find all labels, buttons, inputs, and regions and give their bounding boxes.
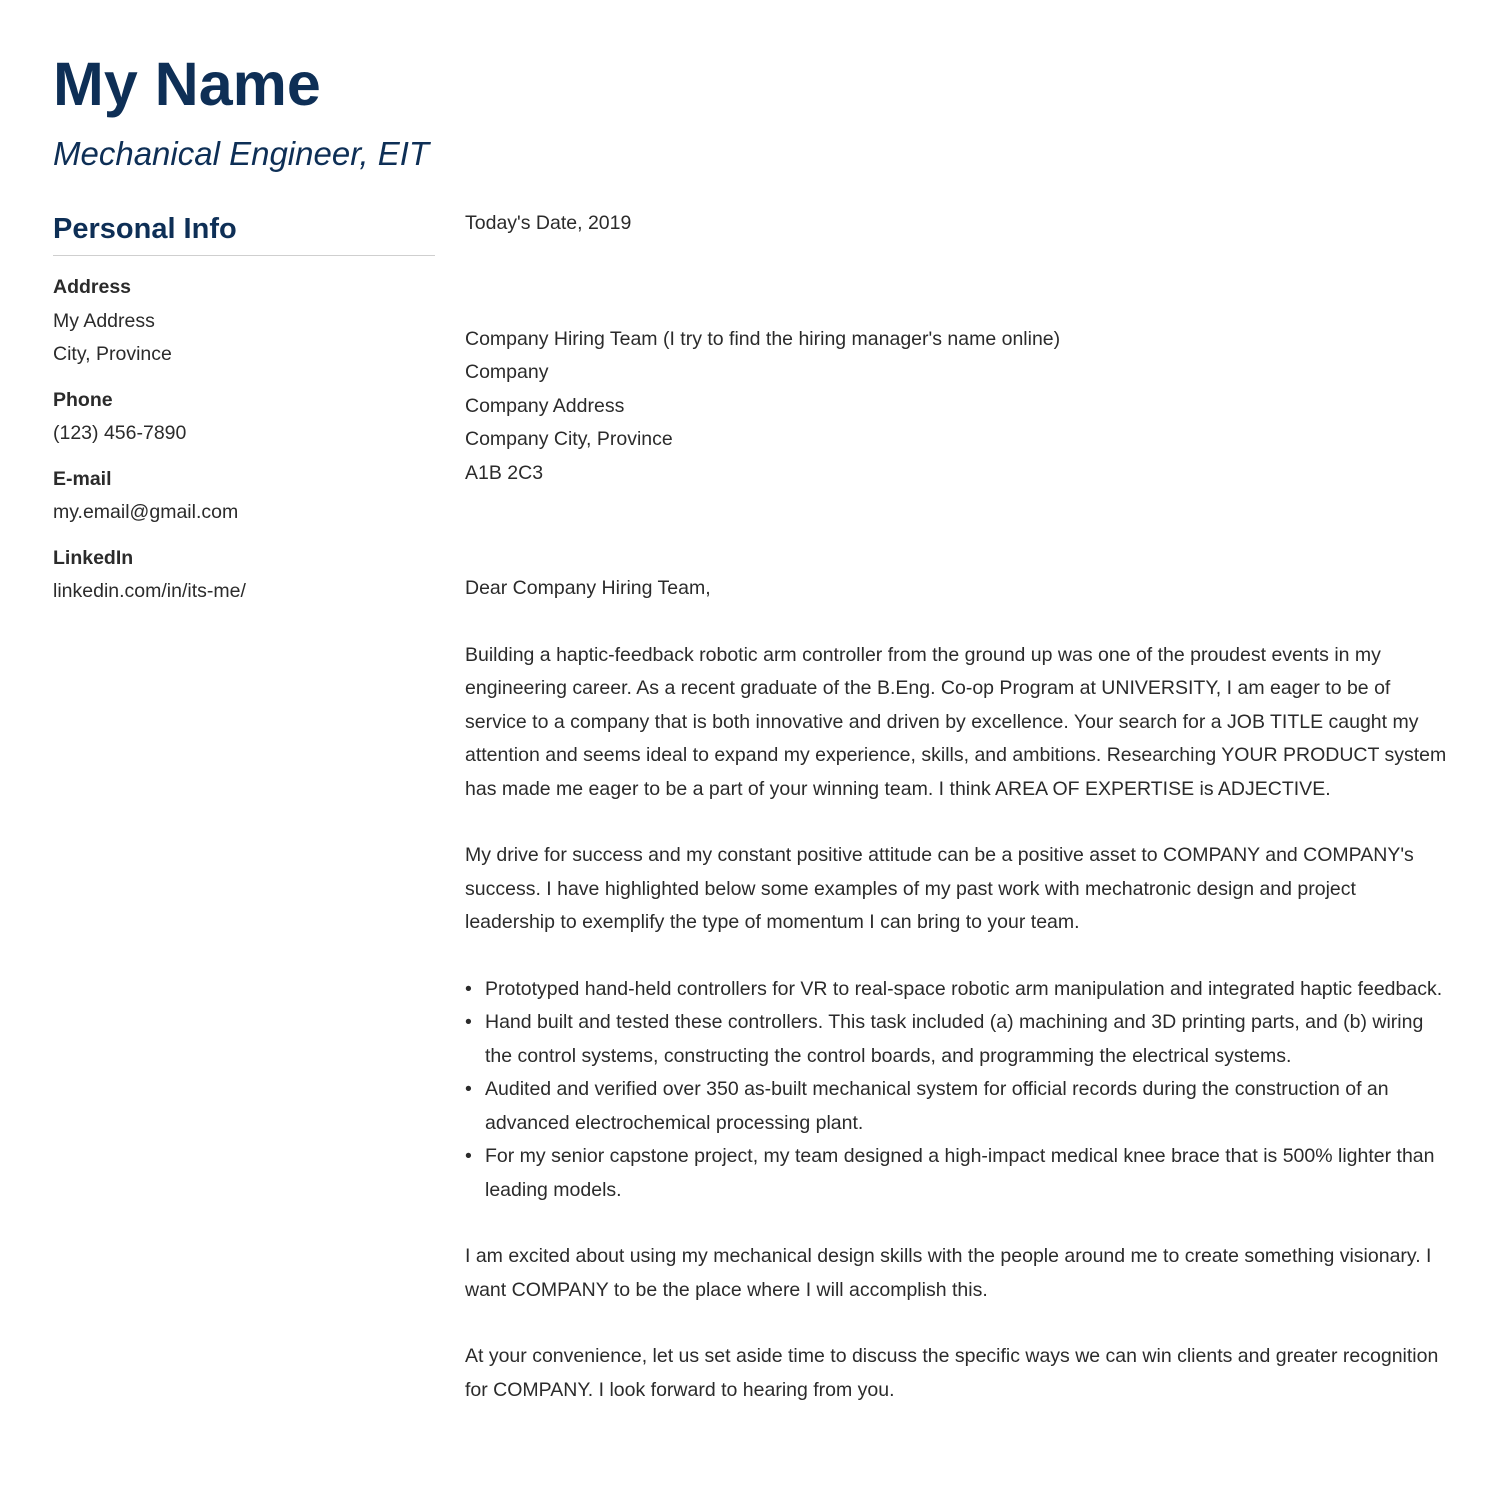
- list-item-text: Audited and verified over 350 as-built mechanical system for official records during the construction of an advanced electrochemical processing plant.: [485, 1078, 1389, 1134]
- phone-label: Phone: [53, 388, 113, 411]
- applicant-title: Mechanical Engineer, EIT: [53, 135, 430, 172]
- recipient-line: Company Address: [465, 394, 625, 417]
- letter-date: Today's Date, 2019: [465, 212, 632, 234]
- recipient-line: Company City, Province: [465, 428, 673, 450]
- list-item-text: Hand built and tested these controllers. This task included (a) machining and 3D printing parts, and (b) wiring the control systems, constructing the control boards, and programming the electrical systems.: [485, 1011, 1424, 1067]
- linkedin-group: [53, 542, 435, 609]
- address-line-2: City, Province: [53, 343, 172, 365]
- recipient-block: [465, 323, 1450, 491]
- address-group: [53, 271, 435, 372]
- bullet-icon: •: [465, 1011, 472, 1033]
- recipient-line: A1B 2C3: [465, 461, 544, 484]
- recipient-line: Company Hiring Team (I try to find the hiring manager's name online): [465, 327, 1061, 350]
- list-item: [465, 1006, 1450, 1073]
- linkedin-label: LinkedIn: [53, 546, 134, 569]
- letter-body: [465, 207, 1450, 1407]
- recipient-line: Company: [465, 361, 549, 383]
- email-value: my.email@gmail.com: [53, 501, 239, 523]
- linkedin-value: linkedin.com/in/its-me/: [53, 580, 246, 602]
- bullet-icon: •: [465, 1078, 472, 1100]
- personal-info-sidebar: [53, 210, 435, 621]
- phone-value: (123) 456-7890: [53, 422, 187, 444]
- list-item-text: Prototyped hand-held controllers for VR to real-space robotic arm manipulation and integrated haptic feedback.: [485, 977, 1443, 1000]
- body-paragraph-3: I am excited about using my mechanical design skills with the people around me to create something visionary. I want COMPANY to be the place where I will accomplish this.: [465, 1245, 1432, 1301]
- list-item: [465, 1140, 1450, 1207]
- achievements-list: [465, 973, 1450, 1208]
- personal-info-heading: Personal Info: [53, 210, 435, 256]
- phone-group: [53, 384, 435, 451]
- list-item: [465, 1073, 1450, 1140]
- bullet-icon: •: [465, 1145, 472, 1167]
- email-group: [53, 463, 435, 530]
- body-paragraph-2: My drive for success and my constant positive attitude can be a positive asset to COMPANY and COMPANY's success. I have highlighted below some examples of my past work with mechatronic design and project leadership to exemplify the type of momentum I can bring to your team.: [465, 844, 1414, 933]
- body-paragraph-1: Building a haptic-feedback robotic arm controller from the ground up was one of the proudest events in my engineering career. As a recent graduate of the B.Eng. Co-op Program at UNIVERSITY, I am eager to be of service to a company that is both innovative and driven by excellence. Your search for a JOB TITLE caught my attention and seems ideal to expand my experience, skills, and ambitions. Researching YOUR PRODUCT system has made me eager to be a part of your winning team. I think AREA OF EXPERTISE is ADJECTIVE.: [465, 643, 1447, 800]
- address-line-1: My Address: [53, 309, 155, 332]
- salutation: Dear Company Hiring Team,: [465, 577, 711, 599]
- body-paragraph-4: At your convenience, let us set aside time to discuss the specific ways we can win clients and greater recognition for COMPANY. I look forward to hearing from you.: [465, 1345, 1439, 1401]
- email-label: E-mail: [53, 467, 112, 490]
- bullet-icon: •: [465, 977, 472, 1000]
- address-label: Address: [53, 276, 132, 298]
- letter-header: [53, 48, 429, 174]
- list-item-text: For my senior capstone project, my team designed a high-impact medical knee brace that is 500% lighter than leading models.: [485, 1145, 1435, 1201]
- list-item: [465, 973, 1450, 1007]
- applicant-name: My Name: [53, 50, 321, 118]
